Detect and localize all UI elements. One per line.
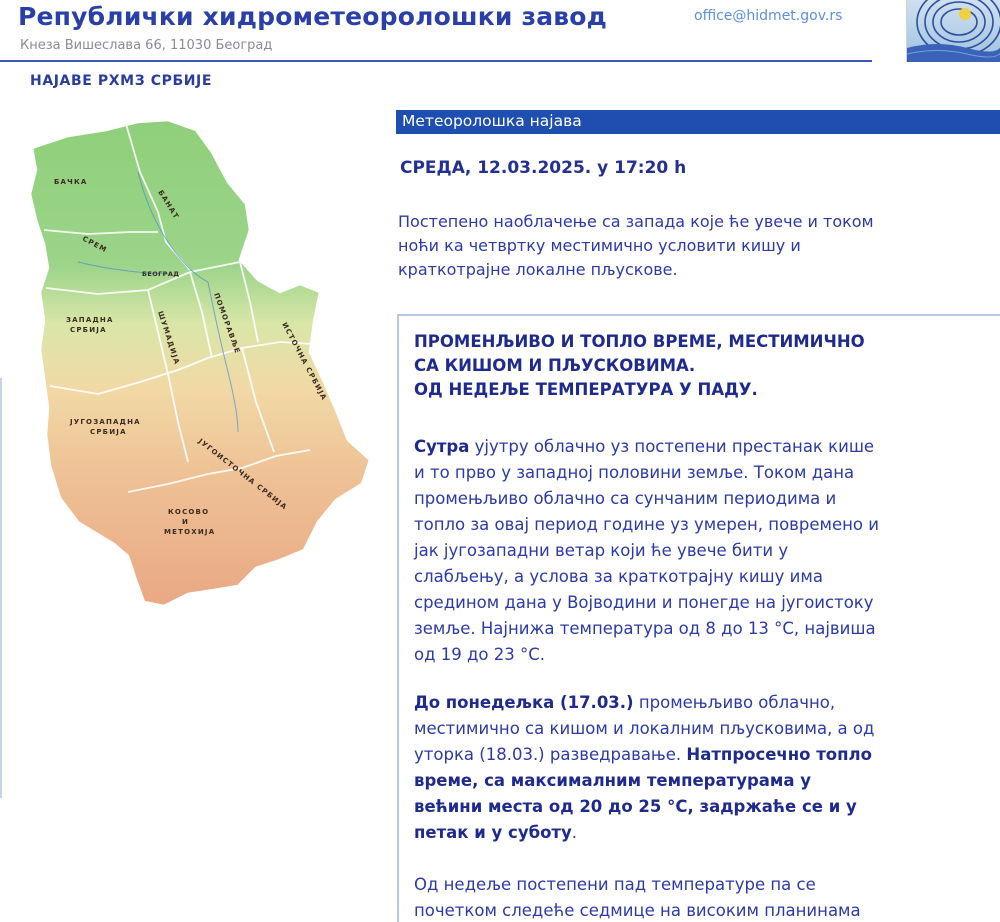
paragraph-line: топло за овај период године уз умерен, повремено и — [414, 515, 879, 534]
paragraph-line: До понедељка (17.03.) промењљиво облачно, — [414, 693, 836, 712]
outlook-paragraph-monday — [414, 690, 874, 846]
region-label-jugozapadna: ЈУГОЗАПАДНА — [70, 418, 141, 426]
region-label-zapadna: ЗАПАДНА — [66, 316, 114, 324]
paragraph-line: земље. Најнижа температура од 8 до 13 °C, највиша — [414, 619, 876, 638]
summary-line: ноћи ка четвртку местимично условити кишу и — [398, 236, 801, 255]
region-label-banat: БАНАТ — [156, 188, 181, 221]
paragraph-line: време, са максималним температурама у — [414, 771, 812, 790]
paragraph-line: уторка (18.03.) разведравање. Натпросечно топло — [414, 745, 872, 764]
region-label-sumadija: ШУМАДИЈА — [156, 310, 182, 367]
outlook-heading-line: ПРОМЕНЉИВО И ТОПЛО ВРЕМЕ, МЕСТИМИЧНО — [414, 332, 865, 351]
serbia-region-map[interactable] — [18, 112, 378, 617]
outlook-paragraph-tomorrow — [414, 434, 879, 668]
summary-line: краткотрајне локалне пљускове. — [398, 260, 678, 279]
region-label-srem: СРЕМ — [81, 234, 109, 255]
region-label-istocna-srbija: ИСТОЧНА СРБИЈА — [280, 321, 329, 403]
summary-line: Постепено наоблачење са запада које ће увече и током — [398, 212, 874, 231]
region-label-zapadna-srbija: СРБИЈА — [70, 326, 107, 334]
org-address: Кнеза Вишеслава 66, 11030 Београд — [20, 38, 273, 53]
region-label-pomoravlje: ПОМОРАВЉЕ — [212, 291, 242, 356]
paragraph-line: Од недеље постепени пад температуре па се — [414, 875, 816, 894]
paragraph-line: местимично са кишом и локалним пљусковима, а од — [414, 719, 875, 738]
region-label-i: И — [182, 518, 190, 526]
forecast-section-title: Метеоролошка најава — [396, 110, 1000, 134]
rhmz-logo[interactable] — [906, 0, 1000, 62]
region-label-jugoistocna-srbija: ЈУГОИСТОЧНА СРБИЈА — [196, 437, 289, 512]
region-label-jugozapadna-srbija: СРБИЈА — [90, 428, 127, 436]
sidebar-heading[interactable]: НАЈАВЕ РХМЗ СРБИЈЕ — [30, 73, 213, 89]
paragraph-line: и то прво у западној половини земље. Током дана — [414, 463, 855, 482]
lead-word: Сутра — [414, 437, 470, 456]
paragraph-line: средином дана у Војводини и понегде на југоистоку — [414, 593, 874, 612]
paragraph-line: слабљењу, а услова за краткотрајну кишу има — [414, 567, 823, 586]
region-label-kosovo: КОСОВО — [168, 508, 210, 516]
region-label-metohija: МЕТОХИЈА — [164, 528, 216, 536]
forecast-date: СРЕДА, 12.03.2025. у 17:20 h — [400, 158, 687, 178]
header-divider — [0, 60, 872, 62]
logo-emblem-icon — [907, 0, 1000, 62]
outlook-heading-line: ОД НЕДЕЉЕ ТЕМПЕРАТУРА У ПАДУ. — [414, 380, 758, 399]
paragraph-line: почетком следеће седмице на високим планинама — [414, 901, 861, 920]
email-link[interactable]: office@hidmet.gov.rs — [694, 8, 843, 24]
org-title[interactable]: Републички хидрометеоролошки завод — [18, 2, 608, 31]
paragraph-line: од 19 до 23 °C. — [414, 645, 545, 664]
paragraph-line: промењљиво облачно са сунчаним периодима и — [414, 489, 837, 508]
region-label-backa: БАЧКА — [54, 178, 88, 186]
region-label-beograd: БЕОГРАД — [142, 270, 180, 278]
page-header — [0, 0, 1000, 62]
outlook-heading — [414, 330, 865, 402]
left-edge-divider — [0, 378, 2, 798]
forecast-summary — [398, 210, 1000, 282]
outlook-heading-line: СА КИШОМ И ПЉУСКОВИМА. — [414, 356, 696, 375]
paragraph-line: већини места од 20 до 25 °C, задржаће се и у — [414, 797, 857, 816]
outlook-paragraph-sunday — [414, 872, 861, 922]
paragraph-line: Сутра ујутру облачно уз постепени престанак кише — [414, 437, 875, 456]
paragraph-line: јак југозападни ветар који ће увече бити у — [414, 541, 789, 560]
paragraph-line: петак и у суботу. — [414, 823, 577, 842]
